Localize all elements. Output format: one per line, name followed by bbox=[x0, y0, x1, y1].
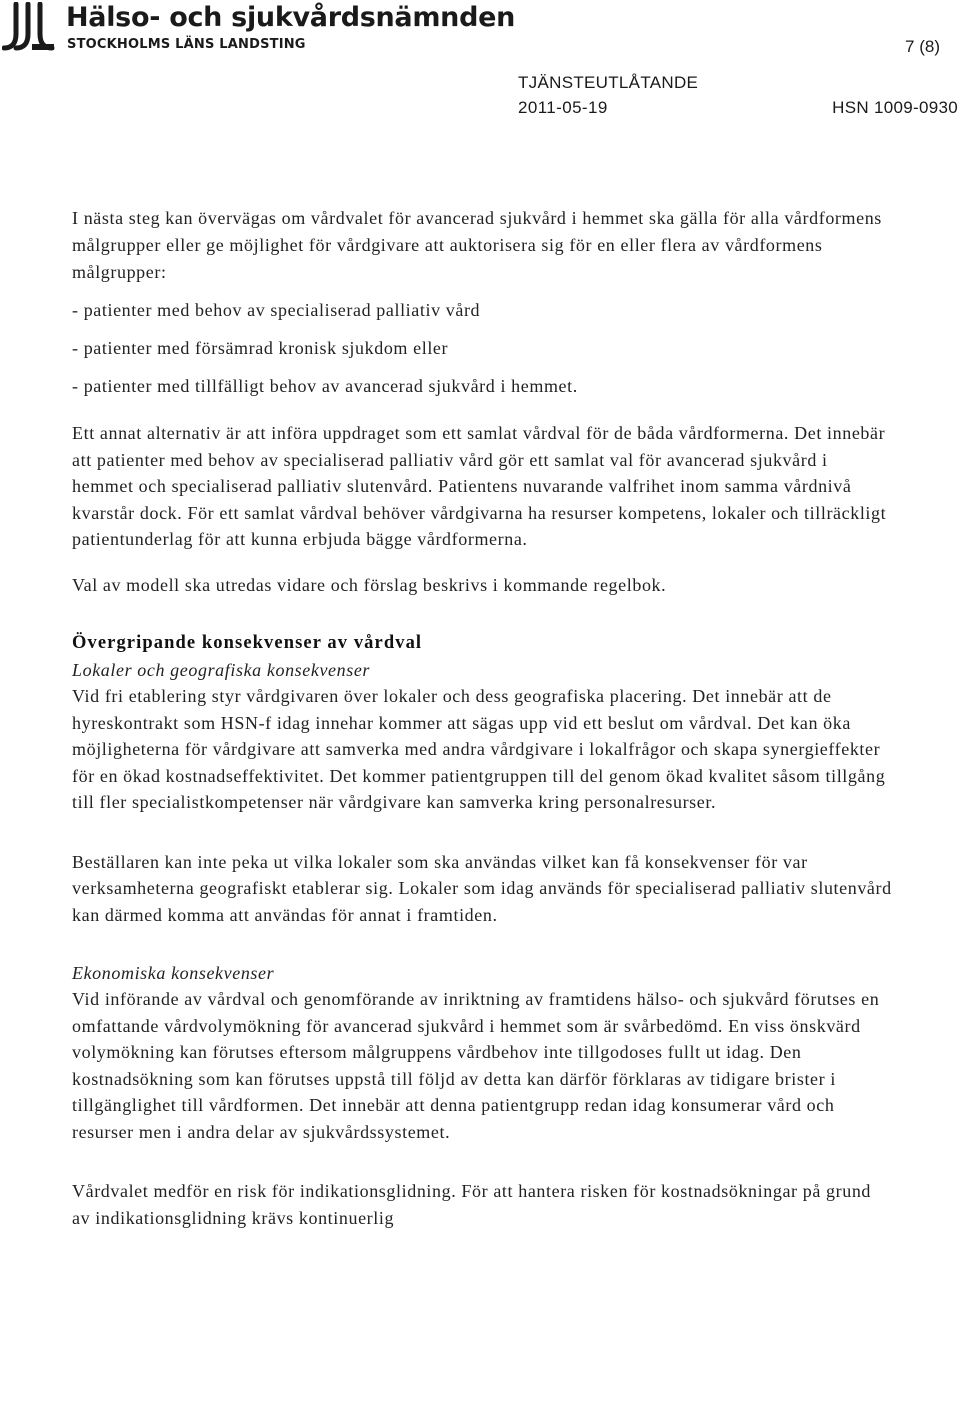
premises-paragraph: Beställaren kan inte peka ut vilka lokaler som ska användas vilket kan få konsekvenser för var verksamheterna geografiskt etablerar sig. Lokaler som idag används för specialiserad palliativ slutenvård kan därmed komma att användas för annat i framtiden. bbox=[72, 851, 892, 925]
document-header bbox=[0, 0, 960, 130]
organization-subtitle: STOCKHOLMS LÄNS LANDSTING bbox=[67, 37, 306, 52]
document-reference: HSN 1009-0930 bbox=[832, 98, 958, 117]
target-group-item: - patienter med tillfälligt behov av avancerad sjukvård i hemmet. bbox=[72, 376, 578, 396]
document-date: 2011-05-19 bbox=[518, 98, 608, 117]
organization-name: Hälso- och sjukvårdsnämnden bbox=[66, 2, 516, 33]
alternative-paragraph: Ett annat alternativ är att införa uppdraget som ett samlat vårdval för de båda vårdformerna. Det innebär att patienter med behov av specialiserad palliativ vård gör ett samlat val för avancerad sjukvård i hemmet och specialiserad palliativ slutenvård. Patientens nuvarande valfrihet inom samma vårdnivå kvarstår dock. För ett samlat vårdval behöver vårdgivarna ha resurser kompetens, lokaler och tillräckligt patientunderlag för att kunna erbjuda bägge vårdformerna. bbox=[72, 423, 887, 549]
intro-paragraph: I nästa steg kan övervägas om vårdvalet för avancerad sjukvård i hemmet ska gälla för alla vårdformens målgrupper eller ge möjlighet för vårdgivare att auktorisera sig för en eller flera av vårdformens målgrupper: bbox=[72, 208, 882, 282]
premises-subheading: Lokaler och geografiska konsekvenser bbox=[72, 660, 371, 680]
premises-paragraph: Vid fri etablering styr vårdgivaren över lokaler och dess geografiska placering. Det innebär att de hyreskontrakt som HSN-f idag innehar kommer att sägas upp vid ett beslut om vårdval. Det kan öka möjligheterna för vårdgivare att samverka med andra vårdgivare i lokalfrågor och skapa synergieffekter för en ökad kostnadseffektivitet. Det kommer patientgruppen till del genom ökad kvalitet såsom tillgång till fler specialistkompetenser när vårdgivare kan samverka kring personalresurser. bbox=[72, 686, 886, 812]
county-council-logo-icon bbox=[2, 2, 58, 52]
target-group-item: - patienter med behov av specialiserad palliativ vård bbox=[72, 300, 481, 320]
document-body bbox=[72, 205, 892, 1231]
target-group-item: - patienter med försämrad kronisk sjukdom eller bbox=[72, 338, 449, 358]
model-paragraph: Val av modell ska utredas vidare och förslag beskrivs i kommande regelbok. bbox=[72, 574, 667, 595]
economic-subheading: Ekonomiska konsekvenser bbox=[72, 963, 275, 983]
indication-paragraph: Vårdvalet medför en risk för indikationsglidning. För att hantera risken för kostnadsökningar på grund av indikationsglidning krävs kontinuerlig bbox=[72, 1181, 872, 1228]
economic-paragraph: Vid införande av vårdval och genomförande av inriktning av framtidens hälso- och sjukvård förutses en omfattande vårdvolymökning för avancerad sjukvård i hemmet som är svårbedömd. En viss önskvärd volymökning kan förutses eftersom målgruppens vårdbehov inte tillgodoses fullt ut idag. Den kostnadsökning som kan förutses uppstå till följd av detta kan därför förklaras av tidigare brister i tillgänglighet till vårdformen. Det innebär att denna patientgrupp redan idag konsumerar vård och resurser men i andra delar av sjukvårdssystemet. bbox=[72, 989, 880, 1142]
section-heading: Övergripande konsekvenser av vårdval bbox=[72, 633, 423, 653]
document-type: TJÄNSTEUTLÅTANDE bbox=[518, 73, 699, 92]
page-number: 7 (8) bbox=[905, 37, 940, 56]
